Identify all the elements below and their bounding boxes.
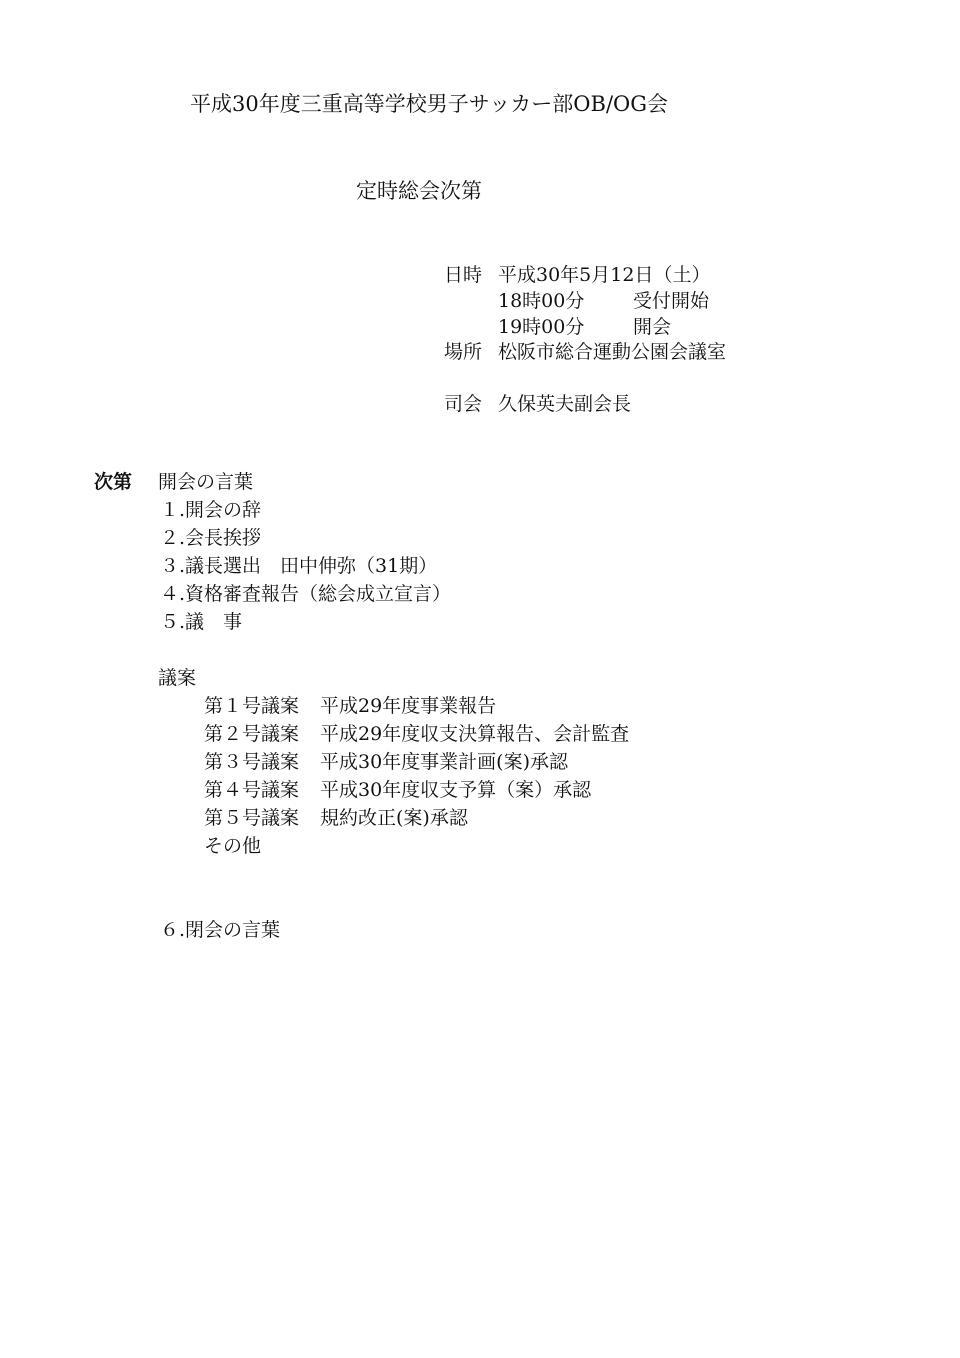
date-label: 日時: [444, 264, 483, 286]
agenda-item: ３.議長選出 田中伸弥（31期）: [160, 555, 438, 577]
agenda-item: ２.会長挨拶: [160, 527, 262, 549]
agenda-label: 次第: [94, 471, 133, 493]
bill-text: 平成30年度収支予算（案）承認: [320, 779, 592, 801]
bill-text: 平成30年度事業計画(案)承認: [320, 751, 569, 773]
opening-desc: 開会: [633, 316, 672, 338]
bill-number: 第３号議案: [204, 751, 300, 773]
mc-value: 久保英夫副会長: [498, 393, 632, 415]
bill-number: 第５号議案: [204, 807, 300, 829]
bill-text: 平成29年度収支決算報告、会計監査: [320, 723, 630, 745]
bills-label: 議案: [158, 667, 197, 689]
agenda-item: ４.資格審査報告（総会成立宣言）: [160, 583, 452, 605]
mc-label: 司会: [444, 393, 483, 415]
bill-number: 第２号議案: [204, 723, 300, 745]
reception-desc: 受付開始: [633, 290, 710, 312]
agenda-opening: 開会の言葉: [158, 471, 254, 493]
document-subtitle: 定時総会次第: [356, 179, 482, 203]
bill-text: 平成29年度事業報告: [320, 695, 497, 717]
agenda-item: ５.議 事: [160, 611, 243, 633]
document-title: 平成30年度三重高等学校男子サッカー部OB/OG会: [190, 92, 669, 116]
opening-time: 19時00分: [498, 316, 585, 338]
bill-number: 第１号議案: [204, 695, 300, 717]
bill-other: その他: [204, 835, 262, 857]
reception-time: 18時00分: [498, 290, 585, 312]
bill-text: 規約改正(案)承認: [320, 807, 468, 829]
place-label: 場所: [444, 341, 483, 363]
agenda-item: １.開会の辞: [160, 499, 262, 521]
bill-number: 第４号議案: [204, 779, 300, 801]
date-value: 平成30年5月12日（土）: [498, 264, 711, 286]
agenda-closing: ６.閉会の言葉: [160, 919, 281, 941]
place-value: 松阪市総合運動公園会議室: [498, 341, 727, 363]
